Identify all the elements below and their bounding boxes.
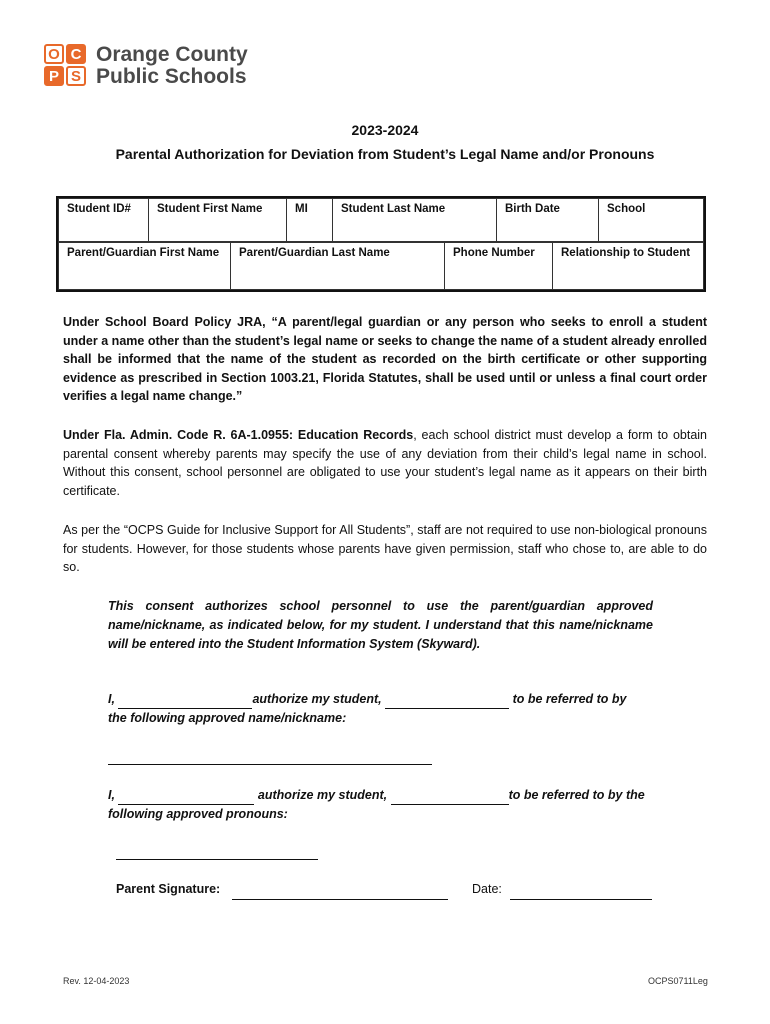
admin-code-text: , each school district must develop a form to obtain parental consent whereby parents may specify the use of any deviation from their child’s legal name in school. Without this consent, school personnel are obligated to use your student’s legal name as it appears on their birth certificate. <box>63 428 708 498</box>
logo-letter: S <box>66 66 86 86</box>
phone-number-field[interactable] <box>445 243 553 290</box>
parent-last-name-field[interactable] <box>231 243 445 290</box>
approved-pronouns-blank[interactable] <box>116 845 318 860</box>
name-referred-text: to be referred to by <box>512 692 627 706</box>
student-last-name-field[interactable] <box>333 199 497 242</box>
approved-name-blank[interactable] <box>108 750 432 765</box>
consent-statement: This consent authorizes school personnel to use the parent/guardian approved name/nickname, as indicated below, for my student. I understand that this name/nickname will be entered into the Student Information System (Skyward). <box>108 599 653 651</box>
mi-field[interactable] <box>287 199 333 242</box>
revision-date: Rev. 12-04-2023 <box>63 976 130 986</box>
logo-letter: C <box>66 44 86 64</box>
relationship-field[interactable] <box>553 243 704 290</box>
student-first-name-field[interactable] <box>149 199 287 242</box>
student-name-blank[interactable] <box>385 694 509 709</box>
logo-text <box>96 44 248 88</box>
parent-name-blank-2[interactable] <box>118 790 254 805</box>
student-id-field[interactable] <box>59 199 149 242</box>
logo-line-1: Orange County <box>96 43 248 66</box>
student-info-table <box>56 196 706 292</box>
parent-first-name-field[interactable] <box>59 243 231 290</box>
admin-code-paragraph <box>63 426 707 500</box>
name-authorize-text: authorize my student, <box>252 692 382 706</box>
pron-authorize-text: authorize my student, <box>257 788 388 802</box>
page-title: Parental Authorization for Deviation from Student’s Legal Name and/or Pronouns <box>115 146 655 162</box>
ocps-logo-mark <box>44 44 88 88</box>
school-year: 2023-2024 <box>351 122 419 138</box>
student-name-blank-2[interactable] <box>391 790 509 805</box>
birth-date-field[interactable] <box>497 199 599 242</box>
admin-code-citation: Under Fla. Admin. Code R. 6A-1.0955: Education Records <box>63 428 414 442</box>
birth-date-label: Birth Date <box>505 203 560 215</box>
name-following-text: the following approved name/nickname: <box>108 711 347 725</box>
ocps-logo <box>44 44 254 92</box>
student-first-name-label: Student First Name <box>157 203 263 215</box>
date-line[interactable] <box>510 884 652 900</box>
school-label: School <box>607 203 646 215</box>
school-field[interactable] <box>599 199 704 242</box>
guide-paragraph: As per the “OCPS Guide for Inclusive Support for All Students”, staff are not required to use non-biological pronouns for students. However, for those students whose parents have given permission, staff who chose to, are able to do so. <box>63 523 707 574</box>
student-last-name-label: Student Last Name <box>341 203 446 215</box>
relationship-label: Relationship to Student <box>561 247 691 259</box>
parent-signature-line[interactable] <box>232 884 448 900</box>
name-i-label: I, <box>108 692 115 706</box>
date-label: Date: <box>472 882 502 896</box>
student-id-label: Student ID# <box>67 203 131 215</box>
mi-label: MI <box>295 203 308 215</box>
name-authorization <box>108 690 653 728</box>
parent-first-name-label: Parent/Guardian First Name <box>67 247 220 259</box>
policy-paragraph: Under School Board Policy JRA, “A parent/legal guardian or any person who seeks to enroll a student under a name other than the student’s legal name or seeks to change the name of a student already enrolled shall be informed that the name of the student as recorded on the birth certificate or other supporting evidence as prescribed in Section 1003.21, Florida Statutes, shall be used until or unless a final court order verifies a legal name change.” <box>63 315 707 403</box>
logo-line-2: Public Schools <box>96 65 247 88</box>
phone-number-label: Phone Number <box>453 247 535 259</box>
pron-following-text: following approved pronouns: <box>108 807 288 821</box>
pron-i-label: I, <box>108 788 115 802</box>
parent-name-blank[interactable] <box>118 694 252 709</box>
logo-letter: O <box>44 44 64 64</box>
pron-referred-text: to be referred to by the <box>508 788 645 802</box>
pronoun-authorization <box>108 786 653 824</box>
parent-signature-label: Parent Signature: <box>116 882 221 896</box>
form-code: OCPS0711Leg <box>648 976 708 986</box>
logo-letter: P <box>44 66 64 86</box>
parent-last-name-label: Parent/Guardian Last Name <box>239 247 390 259</box>
